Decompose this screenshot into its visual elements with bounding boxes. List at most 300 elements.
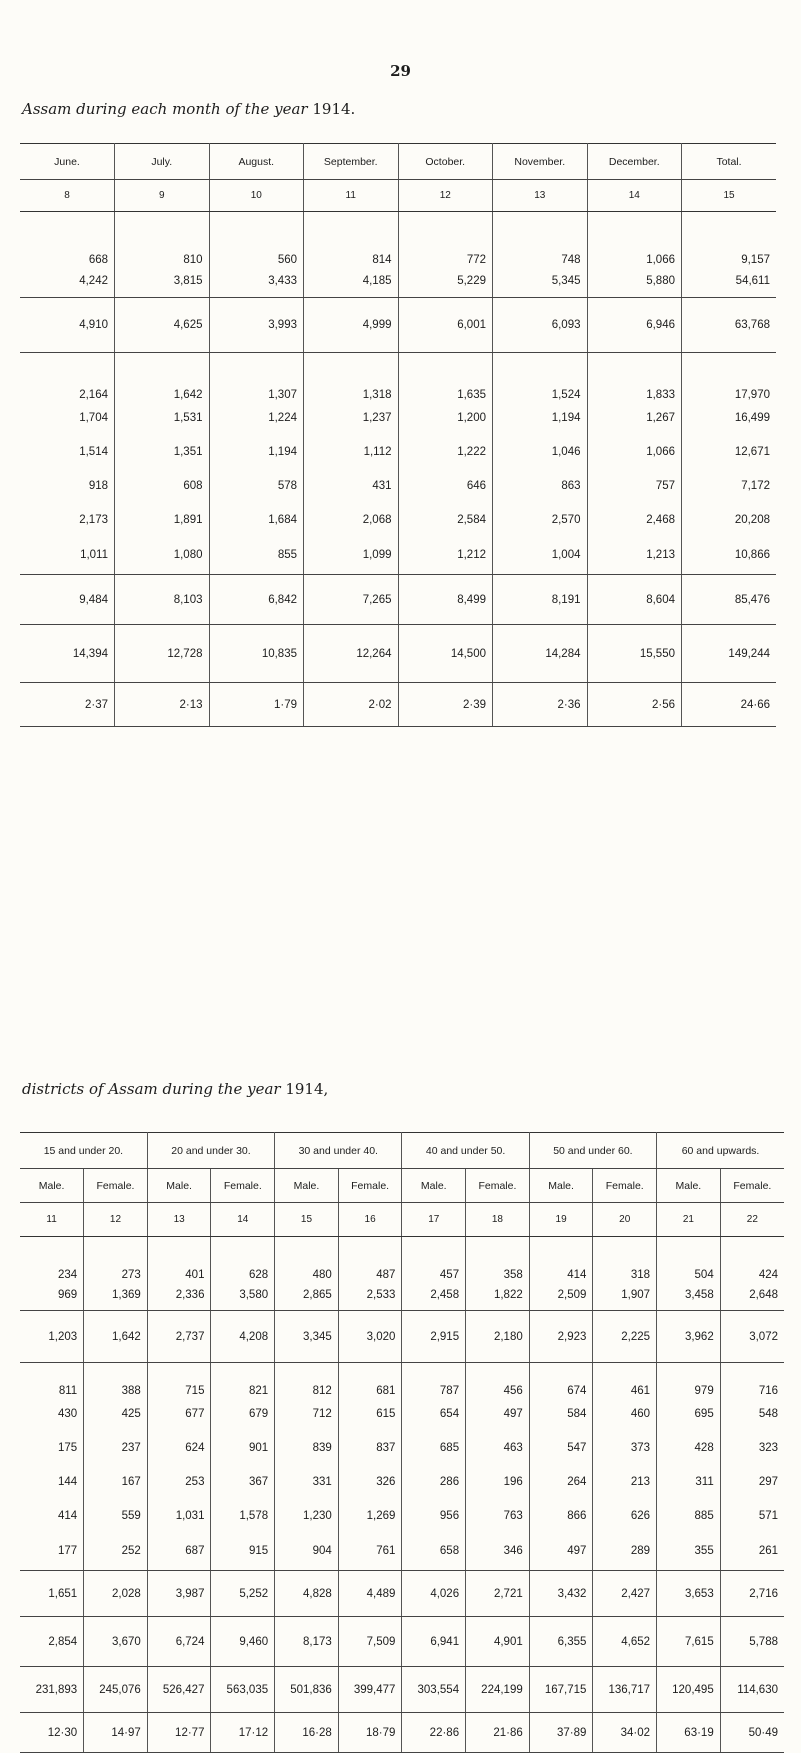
table-cell: 1·79 <box>209 683 304 727</box>
column-number: 11 <box>20 1203 84 1237</box>
table-cell: 10,835 <box>209 625 304 683</box>
table-cell: 855 <box>209 537 304 575</box>
table-row <box>20 1465 784 1499</box>
table-cell: 7,615 <box>657 1617 721 1667</box>
column-number-row <box>20 180 776 212</box>
table-cell: 1,642 <box>115 353 210 401</box>
table-cell: 7,265 <box>304 575 399 625</box>
table-cell: 837 <box>338 1431 402 1465</box>
table-cell: 24·66 <box>682 683 777 727</box>
table-cell: 1,684 <box>209 503 304 537</box>
table-cell: 4,652 <box>593 1617 657 1667</box>
table-cell: 17,970 <box>734 388 770 401</box>
table-cell: 3,670 <box>84 1617 148 1667</box>
table-cell: 6,842 <box>209 575 304 625</box>
table-cell: 2,737 <box>147 1311 211 1363</box>
table-cell: 679 <box>211 1397 275 1431</box>
table-cell: 399,477 <box>338 1667 402 1713</box>
table-cell: 748 <box>493 212 588 266</box>
table-cell: 6,946 <box>587 298 682 353</box>
table-cell: 3,072 <box>720 1311 784 1363</box>
table-cell: 497 <box>466 1397 530 1431</box>
sex-header: Male. <box>402 1169 466 1203</box>
column-header: October. <box>398 144 493 180</box>
table-cell: 2,468 <box>587 503 682 537</box>
table-cell: 969 <box>20 1281 84 1311</box>
table-cell: 2·39 <box>398 683 493 727</box>
table-cell: 224,199 <box>466 1667 530 1713</box>
table-cell: 2,068 <box>304 503 399 537</box>
monthly-table <box>20 143 776 727</box>
table-cell: 3,815 <box>115 266 210 298</box>
table-cell: 14,284 <box>493 625 588 683</box>
table-cell: 3,653 <box>657 1571 721 1617</box>
column-number: 10 <box>209 180 304 212</box>
table-cell: 1,524 <box>493 353 588 401</box>
table-cell: 1,318 <box>304 353 399 401</box>
sex-header: Male. <box>147 1169 211 1203</box>
table-cell: 687 <box>147 1533 211 1571</box>
table-cell: 460 <box>593 1397 657 1431</box>
table-cell: 175 <box>20 1431 84 1465</box>
table-cell: 1,531 <box>115 401 210 435</box>
table-cell: 9,157 <box>741 253 770 266</box>
table-row <box>20 575 776 625</box>
table-cell: 504 <box>657 1237 721 1281</box>
table-cell: 1,704 <box>20 401 115 435</box>
table-cell: 12,728 <box>115 625 210 683</box>
table-row <box>20 469 776 503</box>
table-cell: 2,923 <box>529 1311 593 1363</box>
table-cell: 1,642 <box>84 1311 148 1363</box>
table-cell: 1,099 <box>304 537 399 575</box>
table-cell: 685 <box>402 1431 466 1465</box>
table-cell: 425 <box>84 1397 148 1431</box>
table-cell: 1,203 <box>20 1311 84 1363</box>
table-cell: 1,112 <box>304 435 399 469</box>
column-number-row <box>20 1203 784 1237</box>
table-cell: 1,011 <box>20 537 115 575</box>
table-cell: 457 <box>402 1237 466 1281</box>
table-cell: 772 <box>398 212 493 266</box>
sex-header: Male. <box>529 1169 593 1203</box>
table-cell: 2·36 <box>493 683 588 727</box>
sex-header: Female. <box>466 1169 530 1203</box>
table-cell: 461 <box>593 1363 657 1397</box>
table-cell: 480 <box>275 1237 339 1281</box>
table-cell: 757 <box>587 469 682 503</box>
table-cell: 1,267 <box>587 401 682 435</box>
table-cell: 1,194 <box>493 401 588 435</box>
table-cell: 120,495 <box>657 1667 721 1713</box>
table-cell: 2·02 <box>304 683 399 727</box>
table-cell: 264 <box>529 1465 593 1499</box>
table-cell: 2,458 <box>402 1281 466 1311</box>
table-cell: 50·49 <box>720 1713 784 1753</box>
table-cell: 367 <box>211 1465 275 1499</box>
table-row <box>20 1617 784 1667</box>
table-cell: 6,001 <box>398 298 493 353</box>
table-cell: 303,554 <box>402 1667 466 1713</box>
table-cell: 237 <box>84 1431 148 1465</box>
table-cell: 1,307 <box>209 353 304 401</box>
table-cell: 2,915 <box>402 1311 466 1363</box>
table-cell: 18·79 <box>338 1713 402 1753</box>
table-cell: 355 <box>657 1533 721 1571</box>
table-cell: 3,962 <box>657 1311 721 1363</box>
table-row <box>20 1281 784 1311</box>
table-cell: 1,066 <box>587 212 682 266</box>
table-row <box>20 1499 784 1533</box>
table-cell: 8,499 <box>398 575 493 625</box>
sex-header: Female. <box>338 1169 402 1203</box>
table-cell: 431 <box>304 469 399 503</box>
table-cell: 253 <box>147 1465 211 1499</box>
table-row <box>20 1237 784 1281</box>
table-cell: 615 <box>338 1397 402 1431</box>
table-cell: 331 <box>275 1465 339 1499</box>
table-cell: 2·56 <box>587 683 682 727</box>
table-cell: 839 <box>275 1431 339 1465</box>
table-cell: 979 <box>657 1363 721 1397</box>
table-cell: 563,035 <box>211 1667 275 1713</box>
table-cell: 12·30 <box>20 1713 84 1753</box>
table-cell: 681 <box>338 1363 402 1397</box>
table2-heading-text: districts of Assam during the year <box>22 1080 281 1098</box>
table-row <box>20 503 776 537</box>
table-cell: 16·28 <box>275 1713 339 1753</box>
table-row <box>20 1713 784 1753</box>
table-cell: 548 <box>758 1407 778 1420</box>
table-cell: 311 <box>657 1465 721 1499</box>
table-cell: 2,427 <box>593 1571 657 1617</box>
table-cell: 547 <box>529 1431 593 1465</box>
table-cell: 12,671 <box>734 445 770 458</box>
age-group-row <box>20 1133 784 1169</box>
table-cell: 526,427 <box>147 1667 211 1713</box>
table-cell: 34·02 <box>593 1713 657 1753</box>
sex-header: Female. <box>84 1169 148 1203</box>
table-cell: 584 <box>529 1397 593 1431</box>
table-cell: 814 <box>304 212 399 266</box>
table-cell: 811 <box>20 1363 84 1397</box>
table-cell: 3,020 <box>338 1311 402 1363</box>
table-cell: 4,910 <box>20 298 115 353</box>
table-cell: 213 <box>593 1465 657 1499</box>
table-cell: 761 <box>338 1533 402 1571</box>
table-cell: 2,509 <box>529 1281 593 1311</box>
table-cell: 4,999 <box>304 298 399 353</box>
table-cell: 3,458 <box>657 1281 721 1311</box>
table-cell: 1,351 <box>115 435 210 469</box>
table-cell: 1,080 <box>115 537 210 575</box>
header-row <box>20 144 776 180</box>
table-cell: 5,252 <box>211 1571 275 1617</box>
table-cell: 6,724 <box>147 1617 211 1667</box>
column-number: 14 <box>211 1203 275 1237</box>
table-row <box>20 353 776 401</box>
table-cell: 2,648 <box>720 1281 784 1311</box>
age-group-header: 15 and under 20. <box>20 1133 147 1169</box>
table-cell: 114,630 <box>720 1667 784 1713</box>
table-cell: 5,345 <box>493 266 588 298</box>
table-cell: 2,336 <box>147 1281 211 1311</box>
column-number: 15 <box>682 180 777 212</box>
table-cell: 2,584 <box>398 503 493 537</box>
table-cell: 414 <box>20 1499 84 1533</box>
table-row <box>20 266 776 298</box>
table-cell: 231,893 <box>20 1667 84 1713</box>
table-cell: 1,635 <box>398 353 493 401</box>
table-cell: 2,180 <box>466 1311 530 1363</box>
table-cell: 2,854 <box>20 1617 84 1667</box>
age-group-header: 40 and under 50. <box>402 1133 529 1169</box>
table-cell: 1,237 <box>304 401 399 435</box>
table-cell: 1,066 <box>587 435 682 469</box>
table-cell: 1,651 <box>20 1571 84 1617</box>
table-cell: 14,394 <box>20 625 115 683</box>
column-header: December. <box>587 144 682 180</box>
table-cell: 716 <box>758 1384 778 1397</box>
table-cell: 885 <box>657 1499 721 1533</box>
sex-header: Male. <box>275 1169 339 1203</box>
column-number: 11 <box>304 180 399 212</box>
table-cell: 1,212 <box>398 537 493 575</box>
table-cell: 12,264 <box>304 625 399 683</box>
table-cell: 4,026 <box>402 1571 466 1617</box>
sex-header: Female. <box>593 1169 657 1203</box>
table-cell: 9,484 <box>20 575 115 625</box>
table-cell: 608 <box>115 469 210 503</box>
table-row <box>20 1397 784 1431</box>
table-cell: 177 <box>20 1533 84 1571</box>
table-cell: 286 <box>402 1465 466 1499</box>
table-cell: 10,866 <box>682 537 777 575</box>
table-cell: 414 <box>529 1237 593 1281</box>
age-group-header: 60 and upwards. <box>657 1133 784 1169</box>
table-cell: 497 <box>529 1533 593 1571</box>
table-cell: 2,570 <box>493 503 588 537</box>
table-cell: 144 <box>20 1465 84 1499</box>
table-cell: 628 <box>211 1237 275 1281</box>
column-header: August. <box>209 144 304 180</box>
table-cell: 63,768 <box>682 298 777 353</box>
age-group-header: 30 and under 40. <box>275 1133 402 1169</box>
table-row <box>20 1667 784 1713</box>
table-cell: 136,717 <box>593 1667 657 1713</box>
table-cell: 3,987 <box>147 1571 211 1617</box>
column-header: September. <box>304 144 399 180</box>
column-number: 12 <box>84 1203 148 1237</box>
table-cell: 677 <box>147 1397 211 1431</box>
sex-header: Female. <box>720 1169 784 1203</box>
table-cell: 5,880 <box>587 266 682 298</box>
table-row <box>20 435 776 469</box>
table-cell: 2,225 <box>593 1311 657 1363</box>
table1-heading-year: 1914. <box>312 100 356 118</box>
table-cell: 1,514 <box>20 435 115 469</box>
table-cell: 326 <box>338 1465 402 1499</box>
table-cell: 624 <box>147 1431 211 1465</box>
table-row <box>20 1533 784 1571</box>
table-cell: 1,369 <box>84 1281 148 1311</box>
table-cell: 1,833 <box>587 353 682 401</box>
column-number: 16 <box>338 1203 402 1237</box>
table-cell: 6,355 <box>529 1617 593 1667</box>
table-cell: 12·77 <box>147 1713 211 1753</box>
table-cell: 1,822 <box>466 1281 530 1311</box>
table-cell: 252 <box>84 1533 148 1571</box>
column-number: 18 <box>466 1203 530 1237</box>
table-row <box>20 1311 784 1363</box>
table-cell: 695 <box>657 1397 721 1431</box>
table-cell: 810 <box>115 212 210 266</box>
table-cell: 1,194 <box>209 435 304 469</box>
table-cell: 358 <box>466 1237 530 1281</box>
table-cell: 424 <box>758 1268 778 1281</box>
table-cell: 1,907 <box>593 1281 657 1311</box>
table-cell: 196 <box>466 1465 530 1499</box>
column-header: November. <box>493 144 588 180</box>
table-cell: 715 <box>147 1363 211 1397</box>
column-number: 13 <box>147 1203 211 1237</box>
table-cell: 8,191 <box>493 575 588 625</box>
table-cell: 559 <box>84 1499 148 1533</box>
column-number: 8 <box>20 180 115 212</box>
table-cell: 2,173 <box>20 503 115 537</box>
table-cell: 21·86 <box>466 1713 530 1753</box>
table-row <box>20 683 776 727</box>
table-cell: 1,213 <box>587 537 682 575</box>
table-row <box>20 625 776 683</box>
table-cell: 16,499 <box>734 411 770 424</box>
table-cell: 3,993 <box>209 298 304 353</box>
table-cell: 463 <box>466 1431 530 1465</box>
sex-row <box>20 1169 784 1203</box>
table-cell: 2,028 <box>84 1571 148 1617</box>
table-cell: 901 <box>211 1431 275 1465</box>
table-cell: 1,046 <box>493 435 588 469</box>
table-cell: 289 <box>593 1533 657 1571</box>
table-cell: 1,224 <box>209 401 304 435</box>
table-cell: 4,901 <box>466 1617 530 1667</box>
table-cell: 918 <box>20 469 115 503</box>
table-cell: 821 <box>211 1363 275 1397</box>
table-row <box>20 1363 784 1397</box>
table-cell: 2,721 <box>466 1571 530 1617</box>
table-cell: 373 <box>593 1431 657 1465</box>
column-number: 20 <box>593 1203 657 1237</box>
table-cell: 1,891 <box>115 503 210 537</box>
table-cell: 245,076 <box>84 1667 148 1713</box>
column-number: 22 <box>720 1203 784 1237</box>
table-cell: 3,432 <box>529 1571 593 1617</box>
sex-header: Female. <box>211 1169 275 1203</box>
column-number: 9 <box>115 180 210 212</box>
table-cell: 388 <box>84 1363 148 1397</box>
table-cell: 863 <box>493 469 588 503</box>
table-cell: 7,509 <box>338 1617 402 1667</box>
table-cell: 6,093 <box>493 298 588 353</box>
table2-heading-year: 1914, <box>285 1080 329 1098</box>
column-number: 17 <box>402 1203 466 1237</box>
table-cell: 428 <box>657 1431 721 1465</box>
table-cell: 318 <box>593 1237 657 1281</box>
table-cell: 4,208 <box>211 1311 275 1363</box>
table-row <box>20 1571 784 1617</box>
table-cell: 297 <box>758 1475 778 1488</box>
table-cell: 1,200 <box>398 401 493 435</box>
table-cell: 2,865 <box>275 1281 339 1311</box>
age-table <box>20 1132 784 1753</box>
table-cell: 712 <box>275 1397 339 1431</box>
table2-heading <box>22 1080 328 1098</box>
table-cell: 4,185 <box>304 266 399 298</box>
table-row <box>20 212 776 266</box>
table1-heading <box>22 100 355 118</box>
column-number: 12 <box>398 180 493 212</box>
table-cell: 646 <box>398 469 493 503</box>
table-cell: 2·37 <box>20 683 115 727</box>
table-row <box>20 298 776 353</box>
table-cell: 261 <box>720 1533 784 1571</box>
table-cell: 85,476 <box>682 575 777 625</box>
table-cell: 401 <box>147 1237 211 1281</box>
table-cell: 2,716 <box>720 1571 784 1617</box>
age-group-header: 20 and under 30. <box>147 1133 274 1169</box>
table1-heading-text: Assam during each month of the year <box>22 100 308 118</box>
column-header: July. <box>115 144 210 180</box>
table-cell: 658 <box>402 1533 466 1571</box>
table-cell: 1,031 <box>147 1499 211 1533</box>
table-cell: 904 <box>275 1533 339 1571</box>
table-cell: 787 <box>402 1363 466 1397</box>
table-cell: 8,604 <box>587 575 682 625</box>
table-cell: 54,611 <box>682 266 777 298</box>
table-cell: 37·89 <box>529 1713 593 1753</box>
table-cell: 234 <box>20 1237 84 1281</box>
age-group-header: 50 and under 60. <box>529 1133 656 1169</box>
table-cell: 501,836 <box>275 1667 339 1713</box>
table-cell: 20,208 <box>734 513 770 526</box>
table-cell: 1,004 <box>493 537 588 575</box>
table-cell: 571 <box>758 1509 778 1522</box>
table-row <box>20 401 776 435</box>
table-cell: 273 <box>84 1237 148 1281</box>
table-cell: 167 <box>84 1465 148 1499</box>
table-cell: 8,103 <box>115 575 210 625</box>
table-cell: 3,580 <box>211 1281 275 1311</box>
table-cell: 5,229 <box>398 266 493 298</box>
table-cell: 15,550 <box>587 625 682 683</box>
table-cell: 1,578 <box>211 1499 275 1533</box>
table-cell: 17·12 <box>211 1713 275 1753</box>
table-cell: 4,828 <box>275 1571 339 1617</box>
table-cell: 7,172 <box>741 479 770 492</box>
table-cell: 915 <box>211 1533 275 1571</box>
table-cell: 14·97 <box>84 1713 148 1753</box>
table-cell: 5,788 <box>720 1617 784 1667</box>
table-cell: 487 <box>338 1237 402 1281</box>
table-cell: 346 <box>466 1533 530 1571</box>
column-header: Total. <box>682 144 777 180</box>
table-cell: 1,222 <box>398 435 493 469</box>
table-cell: 763 <box>466 1499 530 1533</box>
table-cell: 2·13 <box>115 683 210 727</box>
sex-header: Male. <box>20 1169 84 1203</box>
table-cell: 1,269 <box>338 1499 402 1533</box>
table-cell: 654 <box>402 1397 466 1431</box>
